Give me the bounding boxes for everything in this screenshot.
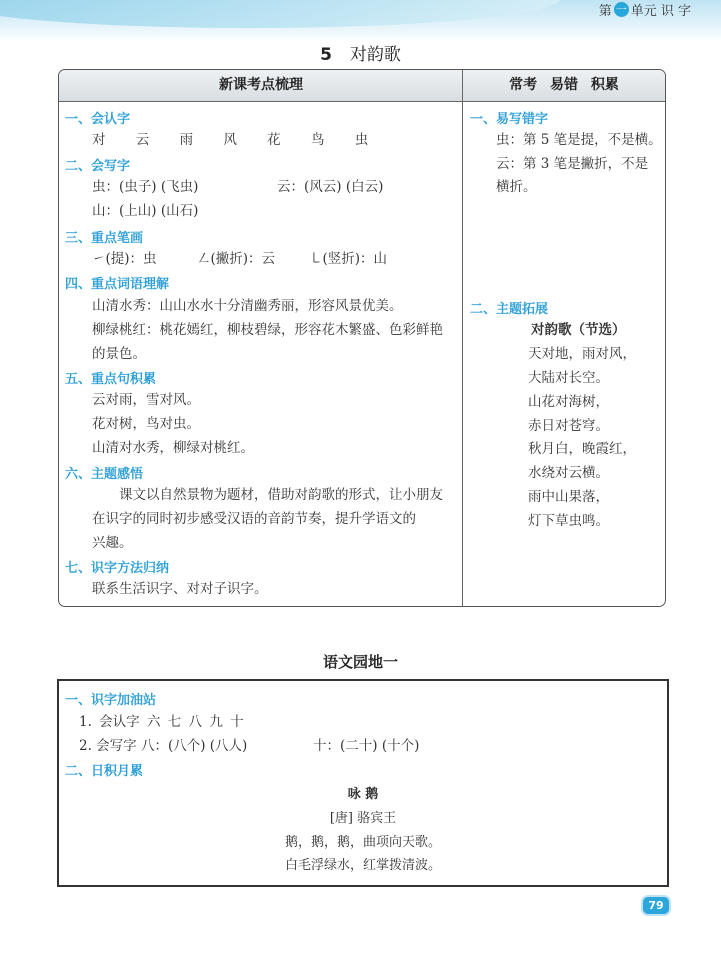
language-garden-box: [57, 679, 669, 887]
garden-poem-line-1: 鹅，鹅，鹅，曲项向天歌。: [284, 835, 441, 850]
section-title-recognize: 一、会认字: [65, 112, 131, 127]
vocab-line-2: 柳绿桃红：桃花嫣红，柳枝碧绿，形容花木繁盛、色彩鲜艳: [92, 322, 443, 338]
stroke-shuzhe-text: (竖折)：山: [322, 251, 388, 267]
vocab-line-3: 的景色。: [92, 346, 146, 362]
literacy-line-1: 1. 会认字 六 七 八 九 十: [79, 714, 244, 730]
typo-line-1: 虫：第 5 笔是提，不是横。: [496, 132, 662, 148]
stroke-piezhe-text: (撇折)：云: [210, 251, 276, 267]
lesson-name: 对韵歌: [349, 45, 401, 65]
unit-prefix: 第: [598, 3, 612, 19]
stroke-ti-glyph: ㇀: [92, 251, 106, 267]
typo-line-3: 横折。: [496, 179, 537, 195]
typo-line-2: 云：第 3 笔是撇折，不是: [496, 156, 649, 172]
sentence-line-3: 山清对水秀，柳绿对桃红。: [92, 440, 254, 456]
stroke-ti: [92, 249, 157, 269]
stroke-ti-text: (提)：虫: [105, 251, 157, 267]
poem-line: 赤日对苍穹。: [528, 418, 609, 434]
extension-poem-title: 对韵歌（节选）: [531, 322, 626, 338]
literacy-line-2a: 2. 会写字 八：(八个) (八人): [79, 738, 248, 754]
poem-line: 灯下草虫鸣。: [528, 513, 609, 529]
poem-line: 雨中山果落，: [528, 489, 609, 505]
column-divider: [462, 70, 463, 606]
theme-line-3: 兴趣。: [92, 535, 133, 551]
literacy-line-2b: 十：(二十) (十个): [313, 738, 420, 754]
poem-line: 大陆对长空。: [528, 370, 609, 386]
lesson-summary-table: [58, 69, 666, 607]
write-line-yun: 云：(风云) (白云): [277, 179, 384, 195]
left-column-header: 新课考点梳理: [219, 77, 303, 93]
unit-label: [599, 0, 691, 18]
poem-line: 秋月白，晚霞红，: [528, 441, 636, 457]
section-title-write: 二、会写字: [65, 159, 131, 174]
table-header-row: [59, 70, 665, 102]
section-title-literacy: 一、识字加油站: [65, 693, 157, 708]
poem-line: 天对地，雨对风，: [528, 346, 636, 362]
right-column-header: 常考 易错 积累: [509, 77, 619, 93]
stroke-piezhe-glyph: ㇜: [197, 251, 211, 267]
section-title-theme: 六、主题感悟: [65, 467, 144, 482]
section-title-daily: 二、日积月累: [65, 764, 144, 779]
unit-number-badge: 一: [615, 2, 627, 16]
section-title-sentences: 五、重点句积累: [65, 372, 157, 387]
garden-poem-author: [唐] 骆宾王: [329, 811, 397, 826]
unit-suffix: 单元 识 字: [630, 3, 691, 19]
section-title-extension: 二、主题拓展: [470, 302, 549, 317]
vocab-line-1: 山清水秀：山山水水十分清幽秀丽，形容风景优美。: [92, 298, 403, 314]
garden-poem-title: 咏 鹅: [347, 787, 379, 802]
page-number: 79: [643, 897, 669, 914]
header-decoration: [0, 0, 560, 28]
garden-title: 语文园地一: [322, 653, 398, 671]
garden-poem-line-2: 白毛浮绿水，红掌拨清波。: [284, 858, 441, 873]
sentence-line-2: 花对树，鸟对虫。: [92, 416, 200, 432]
theme-line-1: 课文以自然景物为题材，借助对韵歌的形式，让小朋友: [119, 487, 443, 503]
method-line: 联系生活识字、对对子识字。: [92, 581, 268, 597]
poem-line: 水绕对云横。: [528, 465, 609, 481]
stroke-shuzhe-glyph: ㇄: [309, 251, 323, 267]
poem-line: 山花对海树，: [528, 394, 609, 410]
section-title-strokes: 三、重点笔画: [65, 231, 144, 246]
sentence-line-1: 云对雨，雪对风。: [92, 392, 200, 408]
section-title-vocabulary: 四、重点词语理解: [65, 277, 170, 292]
lesson-number: 5: [320, 45, 332, 65]
section-title-method: 七、识字方法归纳: [65, 561, 170, 576]
stroke-piezhe: [197, 249, 275, 269]
write-line-chong: 虫：(虫子) (飞虫): [92, 179, 199, 195]
section-title-typos: 一、易写错字: [470, 112, 549, 127]
theme-line-2: 在识字的同时初步感受汉语的音韵节奏，提升学语文的: [92, 511, 416, 527]
recognize-characters: 对 云 雨 风 花 鸟 虫: [92, 132, 382, 148]
write-line-shan: 山：(上山) (山石): [92, 203, 199, 219]
stroke-shuzhe: [309, 249, 387, 269]
lesson-title: [0, 40, 721, 65]
